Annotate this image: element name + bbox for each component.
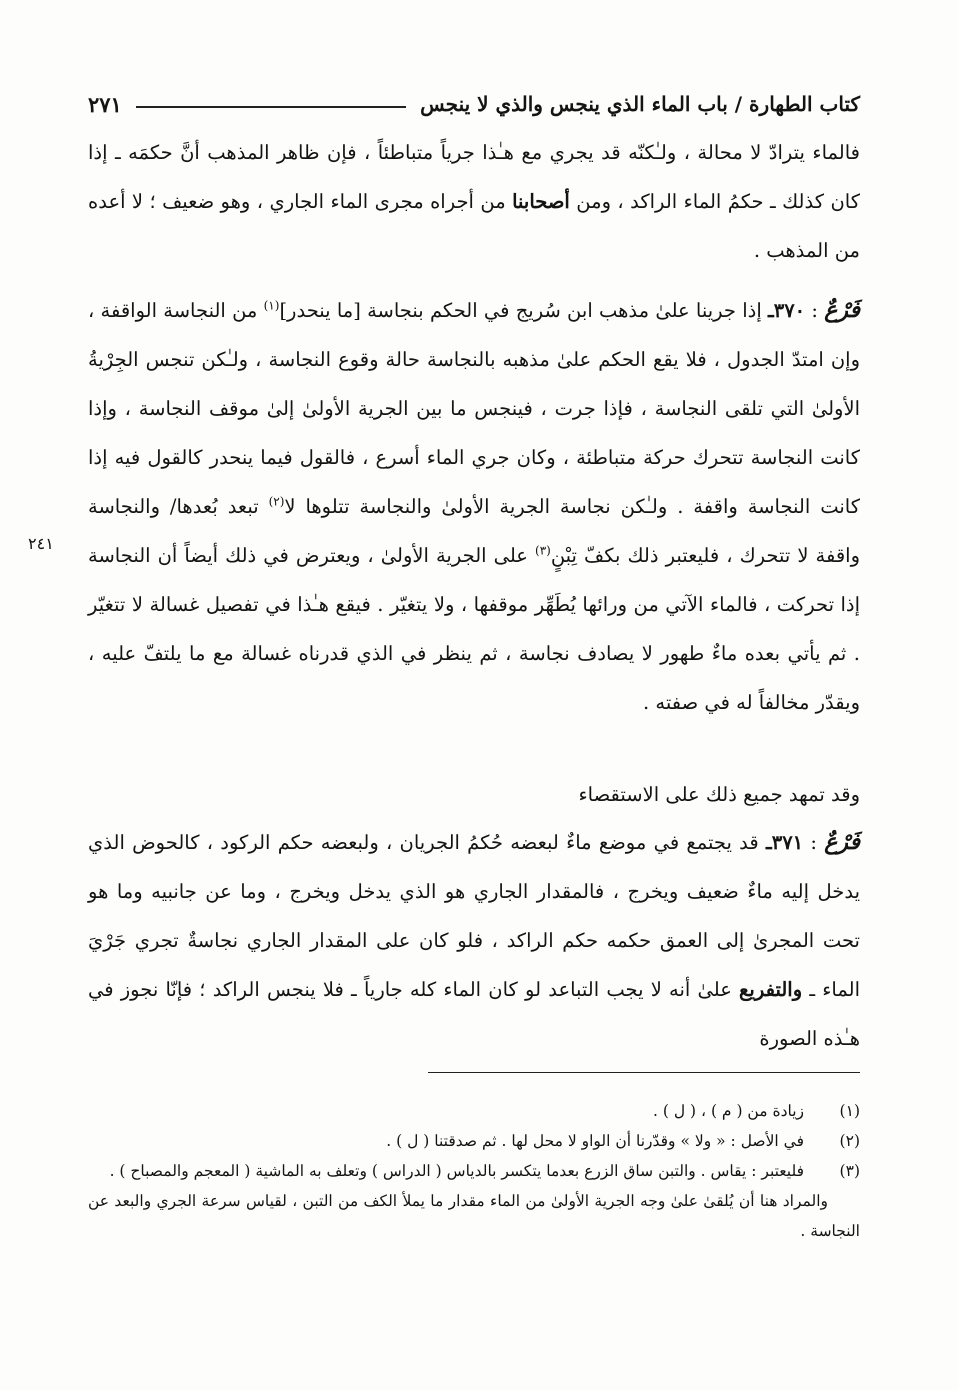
paragraph-371-bold: والتفريع	[739, 978, 803, 1001]
footnote	[88, 1156, 860, 1186]
footnote	[88, 1096, 860, 1126]
paragraph-370-text-4: على الجرية الأولىٰ ، ويعترض في ذلك أيضاً أن النجاسة إذا تحركت ، فالماء الآتي من ورائها يُطَهِّر موقفها ، ولا يتغيّر . فيقع هـٰذا في تفصيل غسالة لا تتغيّر . ثم يأتي بعده ماءٌ طهور لا يصادف نجاسة ، ثم ينظر في الذي قدرناه غسالة مع ما يلتفّ عليه ، ويقدّر مخالفاً له في صفته .	[88, 544, 860, 714]
footnote-ref-2: (٢)	[268, 494, 285, 509]
paragraph-370: فَرْعٌ : ٣٧٠ـ إذا جرينا علىٰ مذهب ابن سُريج في الحكم بنجاسة [ما ينحدر]$^{(١)}$ من النجاسة الواقفة ، وإن امتدّ الجدول ، فلا يقع الحكم علىٰ مذهبه بالنجاسة حالة وقوع النجاسة ، ولـٰكن تنجس الجِرْيةُ الأولىٰ التي تلقى النجاسة ، فإذا جرت ، فينجس ما بين الجرية الأولىٰ إلىٰ موقف النجاسة ، وإذا كانت النجاسة تتحرك حركة متباطئة ، وكان جري الماء أسرع ، فالقول فيما ينحدر كالقول فيه إذا كانت النجاسة واقفة . ولـٰكن نجاسة الجرية الأولىٰ والنجاسة تتلوها لا$^{(٢)}$ تبعد بُعدها/ والنجاسة واقفة لا تتحرك ، فليعتبر ذلك بكفّ تِبْنٍ$^{(٣)}$ على الجرية الأولىٰ ، ويعترض في ذلك أيضاً أن النجاسة إذا تحركت ، فالماء الآتي من ورائها يُطَهِّر موقفها ، ولا يتغيّر . فيقع هـٰذا في تفصيل غسالة لا تتغيّر . ثم يأتي بعده ماءٌ طهور لا يصادف نجاسة ، ثم ينظر في الذي قدرناه غسالة مع ما يلتفّ عليه ، ويقدّر مخالفاً له في صفته .	[88, 297, 861, 714]
footnote-number: (٣)	[839, 1162, 860, 1180]
footnote-text: في الأصل : « ولا » وقدّرنا أن الواو لا محل لها . ثم صدقتنا ( ل ) .	[386, 1132, 804, 1150]
footnote-continuation	[88, 1186, 860, 1246]
footnote-text: فليعتبر : يقاس . والتبن ساق الزرع بعدما يتكسر بالدياس ( الدراس ) وتعلف به الماشية ( المعجم والمصباح ) .	[109, 1162, 804, 1180]
footnote-number: (٢)	[839, 1132, 860, 1150]
footnote-number: (١)	[839, 1102, 860, 1120]
paragraph-371-text-1: قد يجتمع في موضع ماءٌ لبعضه حُكمُ الجريان ، ولبعضه حكم الركود ، كالحوض الذي يدخل إليه ماءٌ ضعيف ويخرج ، فالمقدار الجاري هو الذي يدخل ويخرج ، وما عن جانبيه وما هو تحت المجرىٰ إلى العمق حكمه حكم الراكد ، فلو كان على المقدار الجاري نجاسةٌ تجري جَرْيَ الماء ـ	[88, 831, 860, 1001]
footnote-ref-1: (١)	[263, 298, 280, 313]
footnote-ref-3: (٣)	[535, 543, 551, 558]
far-label: فَرْعٌ	[824, 297, 861, 323]
paragraph-370-text-2: من النجاسة الواقفة ، وإن امتدّ الجدول ، فلا يقع الحكم علىٰ مذهبه بالنجاسة حالة وقوع النجاسة ، ولـٰكن تنجس الجِرْيةُ الأولىٰ التي تلقى النجاسة ، فإذا جرت ، فينجس ما بين الجرية الأولىٰ إلىٰ موقف النجاسة ، وإذا كانت النجاسة تتحرك حركة متباطئة ، وكان جري الماء أسرع ، فالقول فيما ينحدر كالقول فيه إذا كانت النجاسة واقفة . ولـٰكن نجاسة الجرية الأولىٰ والنجاسة تتلوها لا	[88, 299, 860, 518]
section-number: ٣٧٠ـ	[768, 299, 806, 322]
paragraph-1-bold: أصحابنا	[512, 190, 570, 213]
footnote	[88, 1126, 860, 1156]
page-number: ٢٧١	[88, 91, 122, 117]
footnotes	[88, 1096, 860, 1246]
chapter-title: كتاب الطهارة / باب الماء الذي ينجس والذي لا ينجس	[420, 92, 860, 116]
paragraph-1-tail: من أجراه مجرى الماء الجاري ، وهو ضعيف ؛ لا أعده من المذهب .	[88, 190, 860, 262]
paragraph-370-text-1: إذا جرينا علىٰ مذهب ابن سُريج في الحكم بنجاسة [ما ينحدر]	[279, 299, 762, 322]
paragraph-1	[88, 128, 860, 275]
paragraph-371: فَرْعٌ : ٣٧١ـ قد يجتمع في موضع ماءٌ لبعضه حُكمُ الجريان ، ولبعضه حكم الركود ، كالحوض الذي يدخل إليه ماءٌ ضعيف ويخرج ، فالمقدار الجاري هو الذي يدخل ويخرج ، وما عن جانبيه وما هو تحت المجرىٰ إلى العمق حكمه حكم الراكد ، فلو كان على المقدار الجاري نجاسةٌ تجري جَرْيَ الماء ـ والتفريع علىٰ أنه لا يجب التباعد لو كان الماء كله جارياً ـ فلا ينجس الراكد ؛ فإنّا نجوز في هـٰذه الصورة	[88, 829, 860, 1050]
far-label: فَرْعٌ	[824, 829, 860, 855]
footnote-continuation-text: والمراد هنا أن يُلقىٰ علىٰ وجه الجرية الأولىٰ من الماء مقدار ما يملأ الكف من التبن ، لقياس سرعة الجري والبعد عن النجاسة .	[88, 1192, 860, 1240]
running-header	[88, 84, 860, 124]
margin-page-number: ٢٤١	[28, 534, 54, 553]
paragraph-summary	[88, 770, 860, 819]
paragraph-371-text-2: علىٰ أنه لا يجب التباعد لو كان الماء كله جارياً ـ فلا ينجس الراكد ؛ فإنّا نجوز في هـٰذه الصورة	[88, 978, 860, 1050]
header-rule	[136, 106, 406, 108]
summary-text: وقد تمهد جميع ذلك على الاستقصاء	[578, 783, 860, 806]
footnote-text: زيادة من ( م ) ، ( ل ) .	[653, 1102, 804, 1120]
paragraph-370-text-3: تبعد بُعدها/ والنجاسة واقفة لا تتحرك ، فليعتبر ذلك بكفّ تِبْنٍ	[88, 495, 861, 567]
section-number: ٣٧١ـ	[766, 831, 804, 854]
footnote-separator	[428, 1072, 860, 1073]
paragraph-1-text: فالماء يترادّ لا محالة ، ولـٰكنّه قد يجري مع هـٰذا جرياً متباطئاً ، فإن ظاهر المذهب أنَّ حكمَه ـ إذا كان كذلك ـ حكمُ الماء الراكد ، ومن	[88, 141, 860, 213]
